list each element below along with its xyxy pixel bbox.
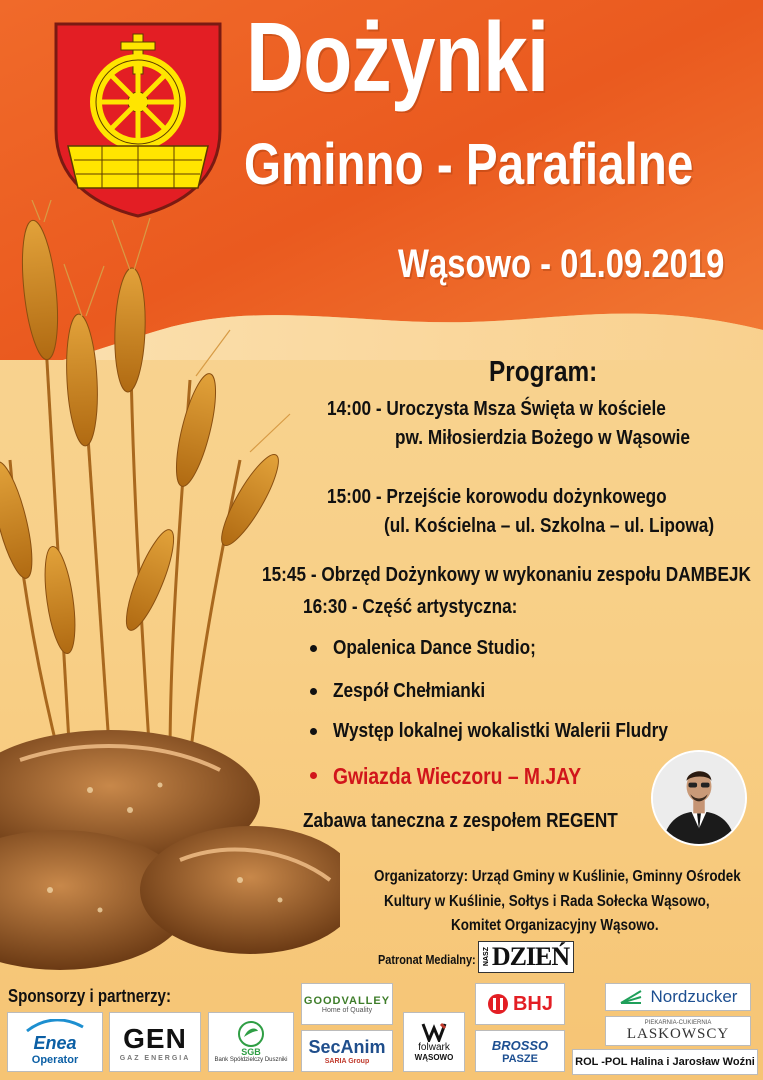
laskowscy-name: LASKOWSCY — [626, 1025, 730, 1042]
program-bullet-choir: Zespół Chełmianki — [333, 679, 486, 702]
organizers-line-1: Organizatorzy: Urząd Gminy w Kuślinie, Gminny Ośrodek — [374, 868, 741, 885]
program-bullet-vocalist: Występ lokalnej wokalistki Walerii Fludry — [333, 719, 668, 742]
goodvalley-sub: Home of Quality — [321, 1006, 373, 1014]
folwark-name: folwark — [418, 1042, 450, 1053]
enea-sub: Operator — [31, 1053, 79, 1066]
sgb-leaf-icon — [238, 1021, 264, 1047]
sponsors-label: Sponsorzy i partnerzy: — [8, 986, 171, 1006]
performer-portrait — [651, 750, 747, 846]
secanim-sub: SARIA Group — [324, 1058, 370, 1065]
folwark-sub: WĄSOWO — [414, 1053, 454, 1062]
sgb-logo — [208, 1012, 294, 1072]
nasz-dzien-main: DZIEŃ — [491, 942, 570, 971]
program-line-mass: 14:00 - Uroczysta Msza Święta w kościele — [327, 397, 666, 420]
sgb-sub: Bank Spółdzielczy Duszniki — [214, 1057, 288, 1063]
goodvalley-name: GOODVALLEY — [303, 994, 391, 1007]
wheat-bread-illustration — [0, 200, 340, 980]
gen-logo — [109, 1012, 201, 1072]
bhj-logo — [475, 983, 565, 1025]
event-date: Wąsowo - 01.09.2019 — [398, 242, 725, 286]
bullet-dot — [310, 728, 317, 735]
goodvalley-logo — [301, 983, 393, 1025]
nasz-dzien-logo — [478, 941, 574, 973]
bullet-dot — [310, 645, 317, 652]
brosso-name: BROSSO — [491, 1037, 549, 1053]
gen-name: GEN — [123, 1022, 187, 1054]
brosso-pasze-logo — [475, 1030, 565, 1072]
program-line-dance-party: Zabawa taneczna z zespołem REGENT — [303, 809, 618, 832]
program-line-ritual: 15:45 - Obrzęd Dożynkowy w wykonaniu zespołu DAMBEJK — [262, 563, 751, 586]
gen-sub: GAZ ENERGIA — [119, 1054, 191, 1062]
page-subtitle: Gminno - Parafialne — [244, 132, 694, 197]
nordzucker-rays-icon — [619, 989, 643, 1005]
organizers-line-3: Komitet Organizacyjny Wąsowo. — [451, 917, 659, 934]
folwark-wasowo-logo — [403, 1012, 465, 1072]
program-line-art: 16:30 - Część artystyczna: — [303, 595, 518, 618]
secanim-name: SecAnim — [308, 1037, 386, 1057]
secanim-logo — [301, 1030, 393, 1072]
program-line-church: pw. Miłosierdzia Bożego w Wąsowie — [395, 426, 691, 449]
nordzucker-name: Nordzucker — [650, 987, 738, 1006]
bullet-dot — [310, 772, 317, 779]
star-of-evening: Gwiazda Wieczoru – M.JAY — [333, 763, 582, 789]
rol-pol-credit: ROL -POL Halina i Jarosław Woźni — [572, 1049, 758, 1075]
coat-of-arms-logo — [52, 20, 224, 218]
enea-swoosh-icon — [25, 1019, 85, 1033]
brosso-sub: PASZE — [502, 1052, 538, 1065]
bhj-mark-icon — [487, 993, 509, 1015]
sgb-name: SGB — [241, 1047, 261, 1057]
nordzucker-logo — [605, 983, 751, 1011]
program-bullet-dance: Opalenica Dance Studio; — [333, 636, 536, 659]
media-patron-label: Patronat Medialny: — [378, 952, 476, 967]
laskowscy-logo — [605, 1016, 751, 1046]
page-title: Dożynki — [246, 2, 549, 112]
bhj-name: BHJ — [512, 992, 553, 1015]
enea-logo — [7, 1012, 103, 1072]
folwark-crest-icon — [421, 1022, 447, 1042]
nasz-dzien-small: NASZ — [482, 947, 490, 967]
bullet-dot — [310, 688, 317, 695]
enea-name: Enea — [33, 1032, 77, 1053]
organizers-line-2: Kultury w Kuślinie, Sołtys i Rada Sołecka Wąsowo, — [384, 893, 710, 910]
program-line-route: (ul. Kościelna – ul. Szkolna – ul. Lipowa) — [384, 514, 715, 537]
program-line-procession: 15:00 - Przejście korowodu dożynkowego — [327, 485, 667, 508]
laskowscy-sub: PIEKARNIA-CUKIERNIA — [644, 1019, 712, 1026]
program-heading: Program: — [489, 356, 598, 388]
